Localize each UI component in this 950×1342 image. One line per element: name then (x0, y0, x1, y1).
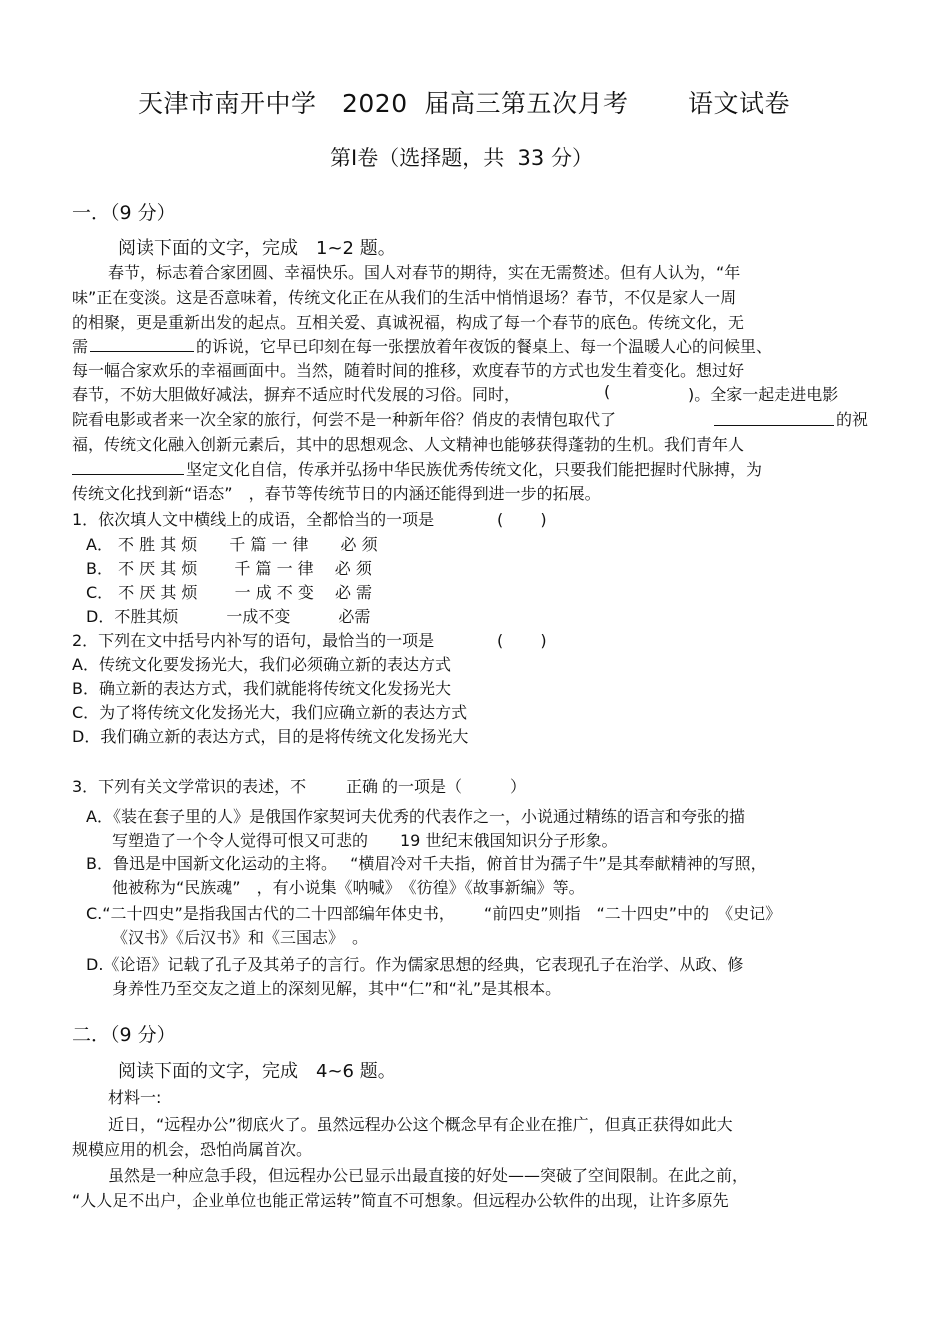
question-3-stem-emphasis: 正确 (346, 777, 379, 796)
material-paragraph-1-line-2: 规模应用的机会，恐怕尚属首次。 (72, 1140, 313, 1159)
exam-title: 天津市南开中学 2020 届高三第五次月考 语文试卷 (138, 89, 790, 118)
question-1-answer-paren: ( ) (497, 510, 547, 529)
passage-line-9: 坚定文化自信，传承并弘扬中华民族优秀传统文化，只要我们能把握时代脉搏，为 (186, 460, 763, 479)
question-1-stem: 1．依次填人文中横线上的成语，全都恰当的一项是 (72, 510, 435, 529)
section-1-intro: 阅读下面的文字，完成 1~2 题。 (118, 238, 396, 259)
passage-line-6-start: 春节，不妨大胆做好减法，摒弃不适应时代发展的习俗。同时， (72, 385, 521, 404)
passage-line-3: 的相聚，更是重新出发的起点。互相关爱、真诚祝福，构成了每一个春节的底色。传统文化，无 (72, 313, 745, 332)
section-2-intro: 阅读下面的文字，完成 4~6 题。 (118, 1061, 396, 1082)
q3-option-a-line-1: A．《装在套子里的人》是俄国作家契诃夫优秀的代表作之一，小说通过精练的语言和夸张的描 (86, 807, 745, 826)
material-paragraph-2-line-2: “人人足不出户，企业单位也能正常运转”简直不可想象。但远程办公软件的出现，让许多原先 (72, 1191, 729, 1210)
question-3-stem-start: 3．下列有关文学常识的表述，不 (72, 777, 307, 796)
section-1-heading: 一．（9 分） (72, 202, 176, 224)
passage-line-8: 福，传统文化融入创新元素后，其中的思想观念、人文精神也能够获得蓬勃的生机。我们青年人 (72, 435, 745, 454)
question-2-answer-paren: ( ) (497, 631, 547, 650)
q3-option-b-line-1: B．鲁迅是中国新文化运动的主将。 “横眉冷对千夫指，俯首甘为孺子牛”是其奉献精神的写照， (86, 854, 767, 873)
q1-option-a: A． 不 胜 其 烦 千 篇 一 律 必 须 (86, 535, 378, 554)
passage-line-2: 味”正在变淡。这是否意味着，传统文化正在从我们的生活中悄悄退场？春节，不仅是家人一周 (72, 288, 737, 307)
passage-line-1: 春节，标志着合家团圆、幸福快乐。国人对春节的期待，实在无需赘述。但有人认为，“年 (108, 263, 741, 282)
question-2-stem: 2．下列在文中括号内补写的语句，最恰当的一项是 (72, 631, 435, 650)
q2-option-b: B．确立新的表达方式，我们就能将传统文化发扬光大 (72, 679, 451, 698)
q2-option-d: D．我们确立新的表达方式，目的是将传统文化发扬光大 (72, 727, 469, 746)
passage-line-4-start: 需 (72, 337, 89, 356)
paper-subtitle: 第Ⅰ卷（选择题，共 33 分） (330, 146, 593, 170)
q2-option-c: C．为了将传统文化发扬光大，我们应确立新的表达方式 (72, 703, 468, 722)
question-3-stem-end: 的一项是（ ） (382, 777, 527, 796)
q3-option-b-line-2: 他被称为“民族魂” ，有小说集《呐喊》 《彷徨》《故事新编》等。 (112, 878, 585, 897)
q3-option-d-line-1: D.《论语》记载了孔子及其弟子的言行。作为儒家思想的经典，它表现孔子在治学、从政、修 (86, 955, 744, 974)
passage-line-4-end: 的诉说，它早已印刻在每一张摆放着年夜饭的餐桌上、每一个温暖人心的问候里、 (196, 337, 773, 356)
material-paragraph-1-line-1: 近日，“远程办公”彻底火了。虽然远程办公这个概念早有企业在推广，但真正获得如此大 (108, 1115, 733, 1134)
q3-option-a-line-2: 写塑造了一个令人觉得可恨又可悲的 19 世纪末俄国知识分子形象。 (112, 831, 618, 850)
q2-option-a: A．传统文化要发扬光大，我们必须确立新的表达方式 (72, 655, 451, 674)
passage-paren-open: ( (604, 382, 611, 401)
q1-option-c: C． 不 厌 其 烦 一 成 不 变 必 需 (86, 583, 373, 602)
answer-blank-1[interactable] (90, 351, 194, 352)
q3-option-d-line-2: 身养性乃至交友之道上的深刻见解，其中“仁”和“礼”是其根本。 (112, 979, 562, 998)
passage-line-7-end: 的祝 (836, 410, 869, 429)
material-paragraph-2-line-1: 虽然是一种应急手段，但远程办公已显示出最直接的好处——突破了空间限制。在此之前， (108, 1166, 749, 1185)
q3-option-c-line-1: C.“二十四史”是指我国古代的二十四部编年体史书， “前四史”则指 “二十四史”中的 《史记》 (86, 904, 782, 923)
passage-line-7-start: 院看电影或者来一次全家的旅行，何尝不是一种新年俗？俏皮的表情包取代了 (72, 410, 617, 429)
passage-line-5: 每一幅合家欢乐的幸福画面中。当然，随着时间的推移，欢度春节的方式也发生着变化。想过好 (72, 361, 745, 380)
passage-line-10: 传统文化找到新“语态” ，春节等传统节日的内涵还能得到进一步的拓展。 (72, 484, 601, 503)
passage-line-6-end: )。全家一起走进电影 (688, 385, 839, 404)
section-2-heading: 二．（9 分） (72, 1024, 176, 1046)
q3-option-c-line-2: 《汉书》《后汉书》和《三国志》 。 (112, 928, 369, 947)
q1-option-d: D．不胜其烦 一成不变 必需 (86, 607, 371, 626)
answer-blank-3[interactable] (72, 474, 184, 475)
answer-blank-2[interactable] (714, 425, 834, 426)
material-one-label: 材料一: (108, 1088, 162, 1107)
q1-option-b: B． 不 厌 其 烦 千 篇 一 律 必 须 (86, 559, 372, 578)
